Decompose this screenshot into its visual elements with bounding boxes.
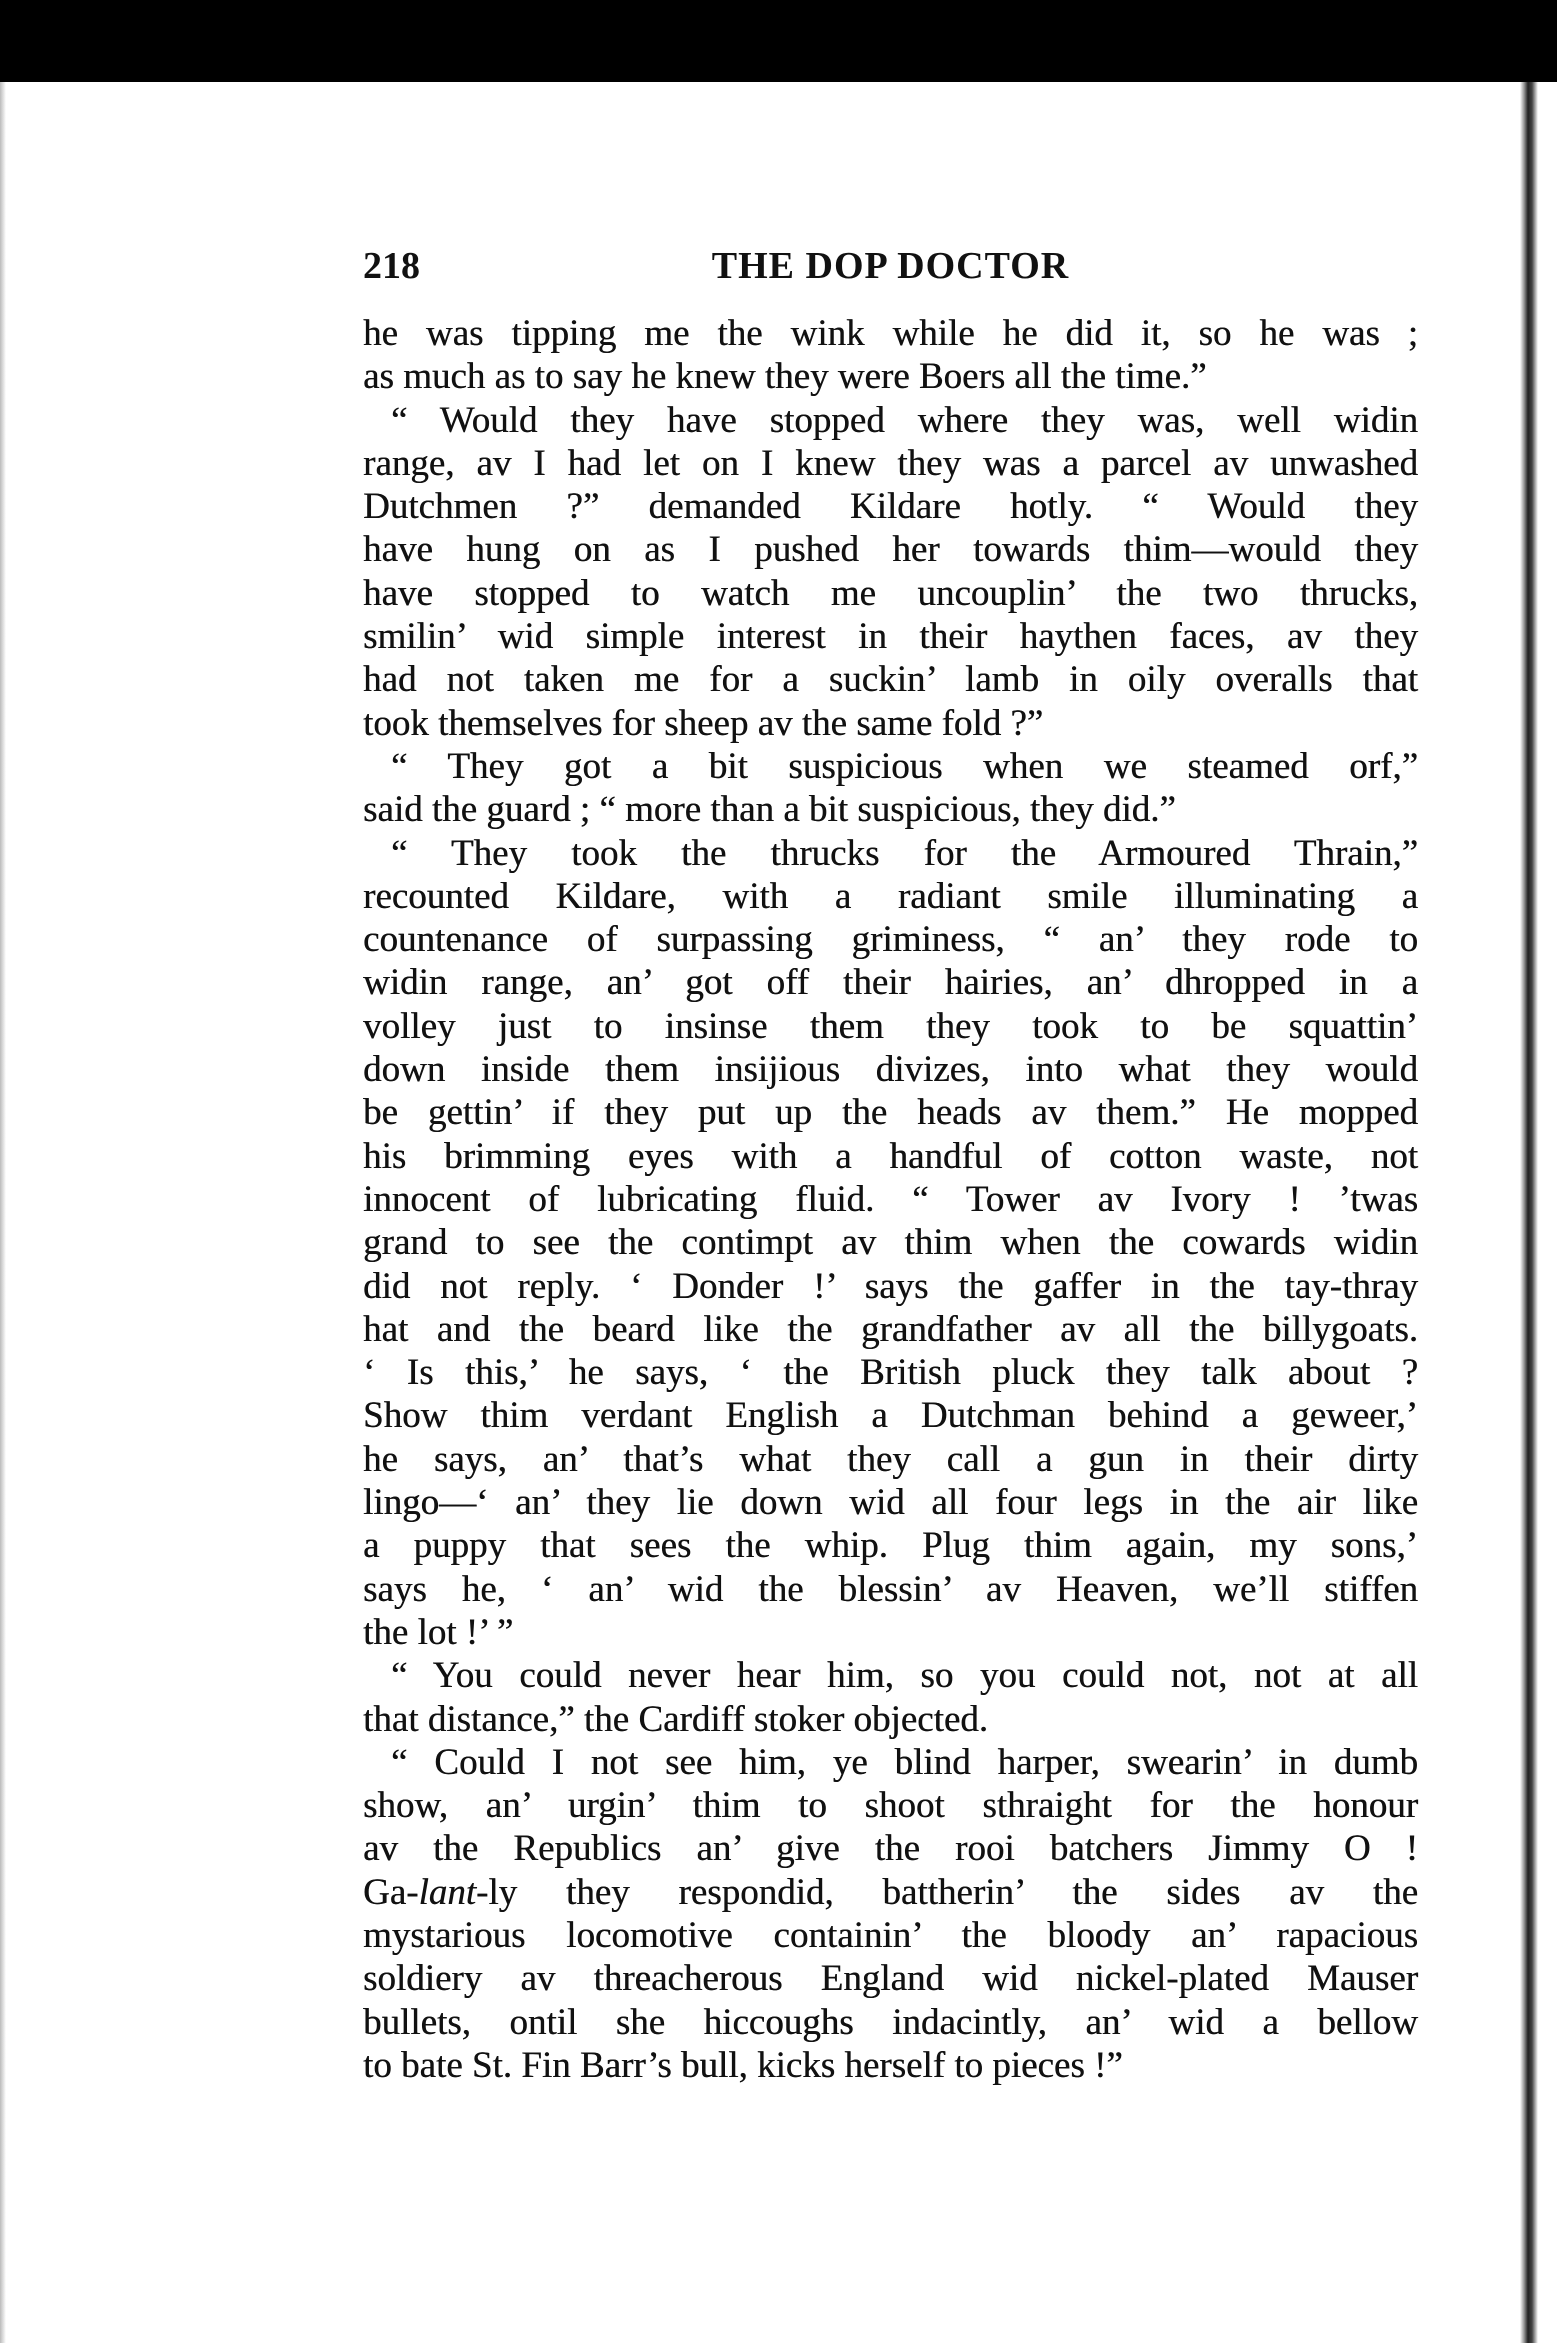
running-title: THE DOP DOCTOR <box>711 245 1070 287</box>
text-line: recounted Kildare, with a radiant smile illuminating a <box>363 875 1418 917</box>
text-line: bullets, ontil she hiccoughs indacintly, an’ wid a bellow <box>363 2001 1418 2043</box>
text-line: innocent of lubricating fluid. “ Tower av Ivory ! ’twas <box>363 1178 1418 1220</box>
text-line: lingo—‘ an’ they lie down wid all four legs in the air like <box>363 1482 1418 1524</box>
page-right-edge <box>1512 82 1557 2343</box>
page-header <box>363 244 1418 288</box>
text-line: “ They got a bit suspicious when we steamed orf,” <box>391 745 1418 787</box>
text-line: “ Would they have stopped where they was, well widin <box>391 399 1418 441</box>
text-segment: -ly they respondid, battherin’ the sides av the <box>476 1871 1418 1913</box>
text-line: Show thim verdant English a Dutchman behind a geweer,’ <box>363 1395 1418 1437</box>
text-line: did not reply. ‘ Donder !’ says the gaffer in the tay-thray <box>363 1265 1418 1307</box>
text-line: “ They took the thrucks for the Armoured Thrain,” <box>391 832 1418 874</box>
text-line: said the guard ; “ more than a bit suspicious, they did.” <box>363 789 1176 831</box>
text-line: as much as to say he knew they were Boers all the time.” <box>363 356 1207 398</box>
text-line: av the Republics an’ give the rooi batchers Jimmy O ! <box>363 1828 1418 1870</box>
text-line: smilin’ wid simple interest in their haythen faces, av they <box>363 616 1418 658</box>
text-line: he says, an’ that’s what they call a gun in their dirty <box>363 1438 1418 1480</box>
text-line: down inside them insijious divizes, into what they would <box>363 1049 1418 1091</box>
text-line: “ You could never hear him, so you could not, not at all <box>391 1655 1418 1697</box>
text-line: volley just to insinse them they took to be squattin’ <box>363 1005 1418 1047</box>
text-line: grand to see the contimpt av thim when the cowards widin <box>363 1222 1418 1264</box>
italic-text: lant <box>418 1871 477 1913</box>
text-line: soldiery av threacherous England wid nickel-plated Mauser <box>363 1958 1418 2000</box>
text-line: he was tipping me the wink while he did it, so he was ; <box>363 313 1418 354</box>
text-line: widin range, an’ got off their hairies, an’ dhropped in a <box>363 962 1418 1004</box>
paragraph <box>363 399 1418 745</box>
paragraph <box>363 745 1418 832</box>
text-line: that distance,” the Cardiff stoker objected. <box>363 1698 989 1740</box>
text-line: mystarious locomotive containin’ the bloody an’ rapacious <box>363 1914 1418 1956</box>
text-line: countenance of surpassing griminess, “ an’ they rode to <box>363 919 1418 961</box>
text-line: show, an’ urgin’ thim to shoot sthraight for the honour <box>363 1785 1418 1827</box>
text-line: says he, ‘ an’ wid the blessin’ av Heaven, we’ll stiffen <box>363 1568 1418 1610</box>
text-line: have stopped to watch me uncouplin’ the two thrucks, <box>363 572 1418 614</box>
text-line: hat and the beard like the grandfather av all the billygoats. <box>363 1308 1418 1350</box>
text-line: a puppy that sees the whip. Plug thim again, my sons,’ <box>363 1525 1418 1567</box>
text-line: have hung on as I pushed her towards thim—would they <box>363 529 1418 571</box>
text-line: the lot !’ ” <box>363 1611 514 1653</box>
scan-top-border <box>0 0 1557 82</box>
page-body <box>363 312 1418 2087</box>
text-line: Dutchmen ?” demanded Kildare hotly. “ Would they <box>363 486 1418 528</box>
text-line: his brimming eyes with a handful of cotton waste, not <box>363 1135 1418 1177</box>
text-line: “ Could I not see him, ye blind harper, swearin’ in dumb <box>391 1741 1418 1783</box>
text-line: be gettin’ if they put up the heads av them.” He mopped <box>363 1092 1418 1134</box>
paragraph <box>363 312 1418 399</box>
text-line: ‘ Is this,’ he says, ‘ the British pluck they talk about ? <box>363 1352 1418 1394</box>
text-line: to bate St. Fin Barr’s bull, kicks herself to pieces !” <box>363 2044 1123 2086</box>
text-line: range, av I had let on I knew they was a parcel av unwashed <box>363 442 1418 484</box>
paragraph <box>363 1654 1418 1741</box>
paragraph <box>363 832 1418 1655</box>
text-line: had not taken me for a suckin’ lamb in oily overalls that <box>363 659 1418 701</box>
text-segment: Ga- <box>363 1871 419 1913</box>
page-number: 218 <box>363 245 420 287</box>
text-line: took themselves for sheep av the same fold ?” <box>363 702 1044 744</box>
paragraph <box>363 1741 1418 2087</box>
scan-left-edge <box>0 82 6 2343</box>
text-line <box>363 1871 1418 1914</box>
